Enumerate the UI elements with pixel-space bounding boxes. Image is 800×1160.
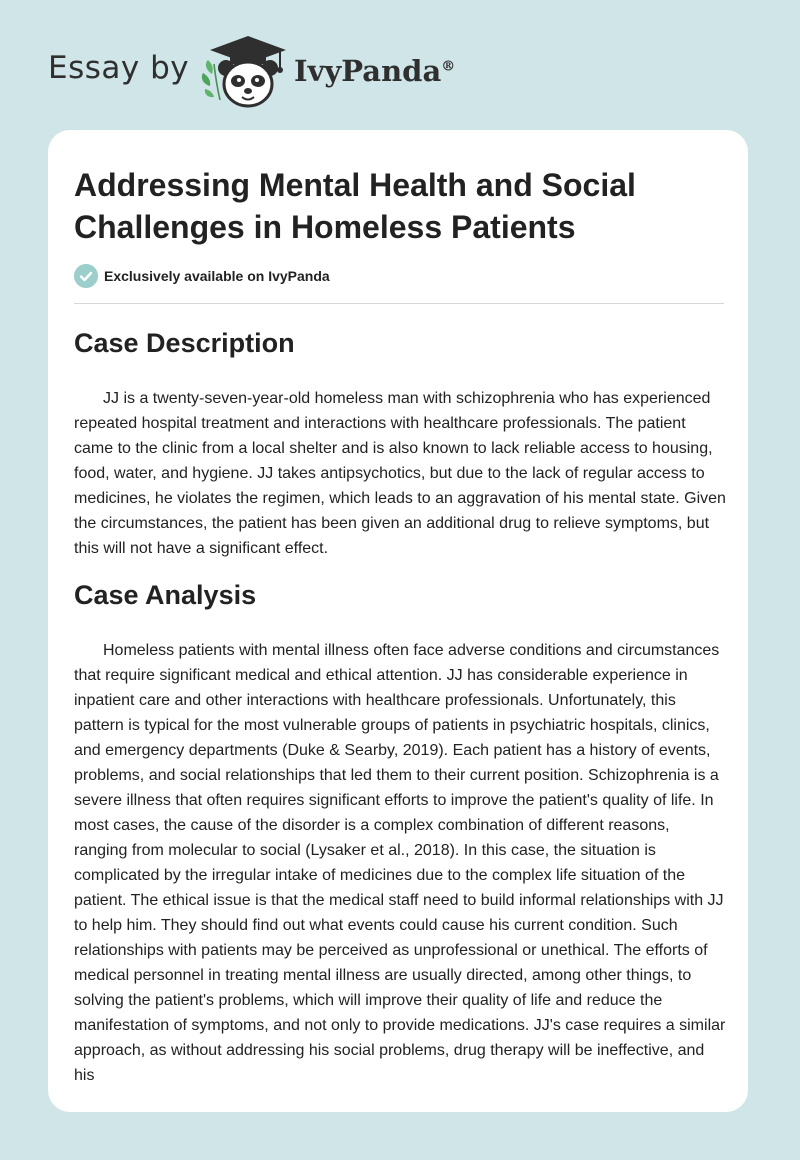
exclusive-label: Exclusively available on IvyPanda: [104, 268, 330, 284]
brand-text: IvyPanda: [294, 54, 442, 88]
section-heading-case-description: Case Description: [74, 328, 295, 358]
page-title: Addressing Mental Health and Social Challenges in Homeless Patients: [74, 167, 636, 245]
panda-logo-icon: [200, 34, 296, 110]
essay-by-label: Essay by: [48, 50, 190, 86]
check-circle-icon: [74, 264, 98, 288]
brand-name[interactable]: [294, 54, 455, 88]
section-heading-case-analysis: Case Analysis: [74, 580, 257, 610]
essay-card: [48, 130, 748, 1112]
registered-mark: ®: [441, 58, 456, 75]
site-header: [48, 32, 748, 112]
divider: [74, 303, 724, 304]
section-paragraph-case-analysis: Homeless patients with mental illness often face adverse conditions and circumstances that require significant medical and ethical attention. JJ has considerable experience in inpatient care and other interactions with healthcare professionals. Unfortunately, this pattern is typical for the most vulnerable groups of patients in psychiatric hospitals, clinics, and emergency departments (Duke & Searby, 2019). Each patient has a history of events, problems, and social relationships that led them to their current position. Schizophrenia is a severe illness that often requires significant efforts to improve the patient's quality of life. In most cases, the cause of the disorder is a complex combination of different reasons, ranging from molecular to social (Lysaker et al., 2018). In this case, the situation is complicated by the irregular intake of medicines due to the complex life situation of the patient. The ethical issue is that the medical staff need to build informal relationships with JJ to help him. They should find out what events could cause his current condition. Such relationships with patients may be perceived as unprofessional or unethical. The efforts of medical personnel in treating mental illness are usually directed, among other things, to solving the patient's problems, which will improve their quality of life and reduce the manifestation of symptoms, and not only to provide medications. JJ's case requires a similar approach, as without addressing his social problems, drug therapy will be ineffective, and his: [74, 642, 726, 1084]
exclusive-badge: [74, 263, 330, 289]
section-paragraph-case-description: JJ is a twenty-seven-year-old homeless man with schizophrenia who has experienced repeated hospital treatment and interactions with healthcare professionals. The patient came to the clinic from a local shelter and is also known to lack reliable access to housing, food, water, and hygiene. JJ takes antipsychotics, but due to the lack of regular access to medicines, he violates the regimen, which leads to an aggravation of his mental state. Given the circumstances, the patient has been given an additional drug to relieve symptoms, but this will not have a significant effect.: [74, 390, 726, 557]
